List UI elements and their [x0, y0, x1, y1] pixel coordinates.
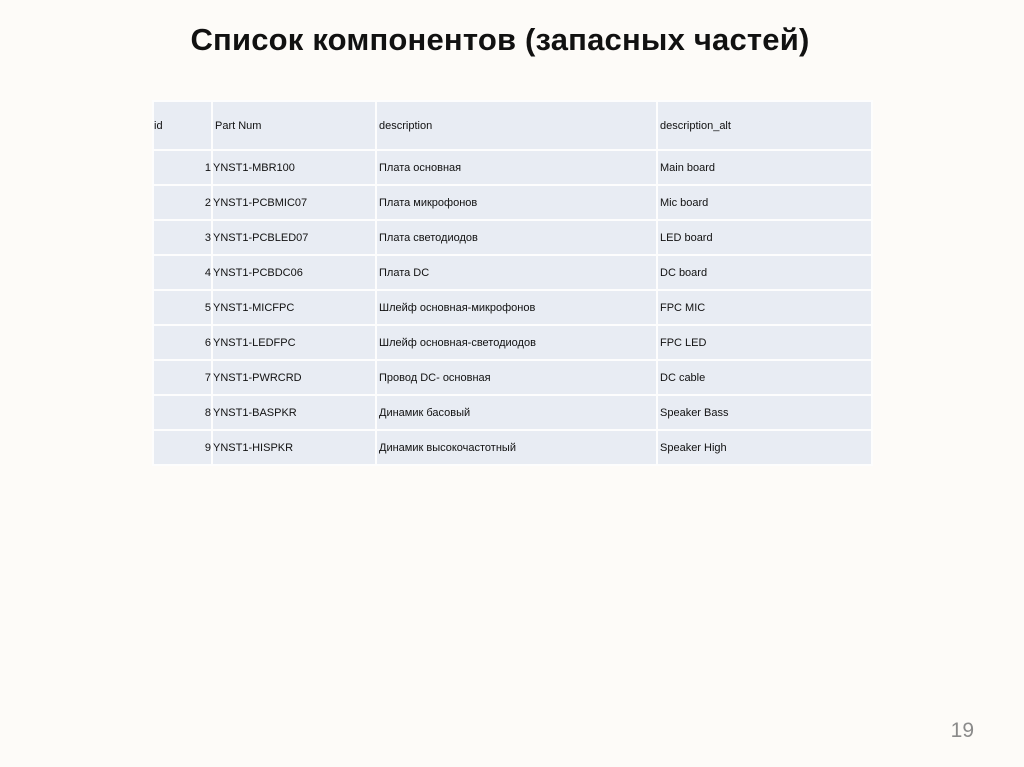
cell-id: 7: [153, 360, 212, 395]
cell-description: Шлейф основная-светодиодов: [376, 325, 657, 360]
table-row: [153, 290, 872, 325]
cell-description: Динамик басовый: [376, 395, 657, 430]
table-row: [153, 185, 872, 220]
cell-description-alt: FPC LED: [657, 325, 872, 360]
cell-description-alt: FPC MIC: [657, 290, 872, 325]
cell-description-alt: DC cable: [657, 360, 872, 395]
header-part-num: Part Num: [212, 101, 376, 150]
header-description-alt: description_alt: [657, 101, 872, 150]
parts-table: [152, 100, 873, 466]
cell-description-alt: Speaker Bass: [657, 395, 872, 430]
cell-description-alt: Mic board: [657, 185, 872, 220]
cell-part-num: YNST1-PCBMIC07: [212, 185, 376, 220]
cell-id: 1: [153, 150, 212, 185]
cell-part-num: YNST1-HISPKR: [212, 430, 376, 465]
cell-part-num: YNST1-PCBDC06: [212, 255, 376, 290]
cell-part-num: YNST1-LEDFPC: [212, 325, 376, 360]
cell-description: Плата микрофонов: [376, 185, 657, 220]
cell-part-num: YNST1-PCBLED07: [212, 220, 376, 255]
table-row: [153, 220, 872, 255]
cell-id: 5: [153, 290, 212, 325]
cell-part-num: YNST1-MBR100: [212, 150, 376, 185]
table-row: [153, 325, 872, 360]
cell-id: 9: [153, 430, 212, 465]
cell-part-num: YNST1-BASPKR: [212, 395, 376, 430]
slide-title: Список компонентов (запасных частей): [190, 22, 810, 57]
cell-description-alt: LED board: [657, 220, 872, 255]
cell-id: 6: [153, 325, 212, 360]
page-number: 19: [950, 719, 974, 742]
cell-id: 4: [153, 255, 212, 290]
table-row: [153, 360, 872, 395]
cell-description: Провод DC- основная: [376, 360, 657, 395]
cell-id: 8: [153, 395, 212, 430]
table-row: [153, 430, 872, 465]
cell-id: 2: [153, 185, 212, 220]
cell-description: Плата DC: [376, 255, 657, 290]
cell-description-alt: DC board: [657, 255, 872, 290]
cell-description: Плата светодиодов: [376, 220, 657, 255]
cell-description-alt: Speaker High: [657, 430, 872, 465]
cell-description: Динамик высокочастотный: [376, 430, 657, 465]
cell-id: 3: [153, 220, 212, 255]
cell-part-num: YNST1-MICFPC: [212, 290, 376, 325]
table-header-row: [153, 101, 872, 150]
cell-description: Плата основная: [376, 150, 657, 185]
header-id: id: [153, 101, 212, 150]
cell-part-num: YNST1-PWRCRD: [212, 360, 376, 395]
table-row: [153, 150, 872, 185]
table-row: [153, 395, 872, 430]
cell-description: Шлейф основная-микрофонов: [376, 290, 657, 325]
header-description: description: [376, 101, 657, 150]
table-row: [153, 255, 872, 290]
cell-description-alt: Main board: [657, 150, 872, 185]
